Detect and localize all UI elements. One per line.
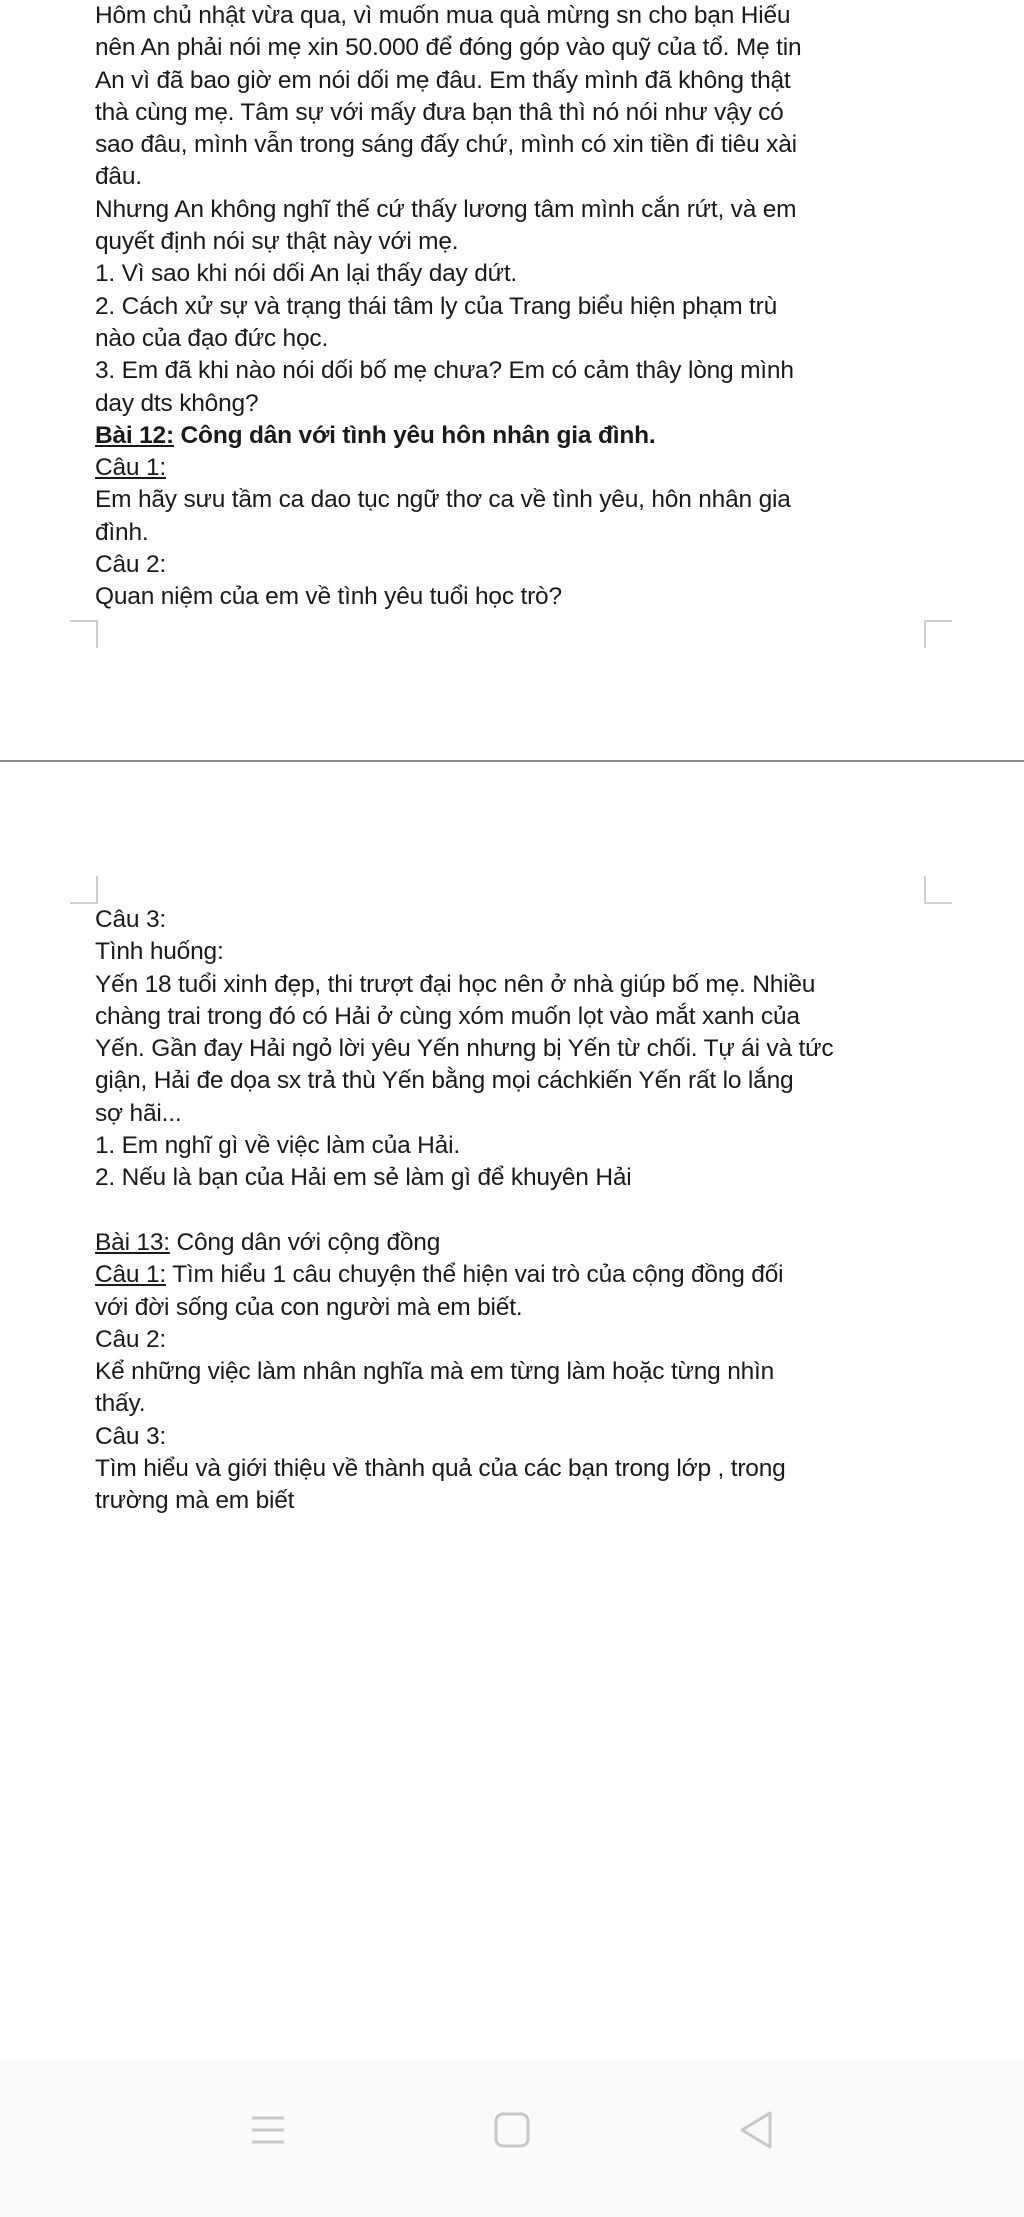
recent-apps-button[interactable]: [238, 2100, 298, 2160]
body-line: Tìm hiểu và giới thiệu về thành quả của các bạn trong lớp , trong: [95, 1455, 786, 1483]
lesson-heading-13: [95, 1227, 945, 1259]
home-square-icon: [482, 2100, 542, 2160]
blank-line: [95, 1195, 945, 1227]
body-line: với đời sống của con người mà em biết.: [95, 1293, 523, 1321]
page-corner-mark: [70, 876, 98, 904]
lesson-13-label: Bài 13:: [95, 1228, 170, 1256]
question-label: Câu 3:: [95, 906, 166, 933]
menu-icon: [238, 2100, 298, 2160]
page-corner-mark: [924, 876, 952, 904]
system-navigation-bar: [0, 2060, 1024, 2217]
body-line: Em hãy sưu tầm ca dao tục ngữ thơ ca về tình yêu, hôn nhân gia: [95, 486, 791, 514]
question-line: 3. Em đã khi nào nói dối bố mẹ chưa? Em có cảm thây lòng mình: [95, 357, 794, 385]
body-line: trường mà em biết: [95, 1487, 295, 1515]
back-triangle-icon: [726, 2100, 786, 2160]
back-button[interactable]: [726, 2100, 786, 2160]
question-line: [95, 1259, 945, 1291]
question-line: 2. Nếu là bạn của Hải em sẻ làm gì để khuyên Hải: [95, 1164, 632, 1192]
page2-body: [95, 904, 945, 1518]
question-text: Tìm hiểu 1 câu chuyện thể hiện vai trò của cộng đồng đối: [165, 1261, 784, 1289]
body-line: giận, Hải đe dọa sx trả thù Yến bằng mọi cáchkiến Yến rất lo lắng: [95, 1067, 794, 1095]
situation-label: Tình huống:: [95, 938, 224, 966]
question-line: 1. Vì sao khi nói dối An lại thấy day dứt.: [95, 260, 518, 288]
body-line: thấy.: [95, 1390, 146, 1418]
body-line: đâu.: [95, 163, 142, 191]
body-line: Nhưng An không nghĩ thế cứ thấy lương tâm mình cắn rứt, và em: [95, 195, 797, 223]
body-line: sao đâu, mình vẫn trong sáng đấy chứ, mình có xin tiền đi tiêu xài: [95, 131, 797, 159]
body-line: Yến 18 tuổi xinh đẹp, thi trượt đại học nên ở nhà giúp bố mẹ. Nhiều: [95, 970, 816, 998]
page1-body: [95, 0, 945, 614]
question-label: Câu 2:: [95, 1325, 166, 1353]
question-line: 1. Em nghĩ gì về việc làm của Hải.: [95, 1132, 460, 1160]
body-line: Quan niệm của em về tình yêu tuổi học trò?: [95, 583, 562, 611]
page-corner-mark: [70, 620, 98, 648]
question-line: 2. Cách xử sự và trạng thái tâm ly của Trang biểu hiện phạm trù: [95, 292, 778, 320]
lesson-12-label: Bài 12:: [95, 421, 174, 449]
body-line: An vì đã bao giờ em nói dối mẹ đâu. Em thấy mình đã không thật: [95, 66, 791, 94]
question-line: nào của đạo đức học.: [95, 324, 329, 352]
question-label: Câu 3:: [95, 1422, 166, 1450]
lesson-heading-12: [95, 420, 945, 452]
body-line: quyết định nói sự thật này với mẹ.: [95, 228, 459, 256]
home-button[interactable]: [482, 2100, 542, 2160]
lesson-12-title: Công dân với tình yêu hôn nhân gia đình.: [173, 421, 656, 449]
body-line: Kể những việc làm nhân nghĩa mà em từng làm hoặc từng nhìn: [95, 1358, 775, 1386]
question-label: Câu 2:: [95, 551, 166, 579]
question-label: Câu 1:: [95, 454, 166, 482]
question-label: Câu 1:: [95, 1261, 166, 1289]
page-separator: [0, 760, 1024, 762]
body-line: Yến. Gần đay Hải ngỏ lời yêu Yến nhưng bị Yến từ chối. Tự ái và tức: [95, 1035, 834, 1063]
body-line: chàng trai trong đó có Hải ở cùng xóm muốn lọt vào mắt xanh của: [95, 1002, 800, 1030]
page-corner-mark: [924, 620, 952, 648]
lesson-13-title: Công dân với cộng đồng: [169, 1228, 441, 1256]
body-line: đình.: [95, 518, 149, 546]
question-line: day dts không?: [95, 389, 259, 417]
body-line: sợ hãi...: [95, 1099, 182, 1127]
body-line: nên An phải nói mẹ xin 50.000 để đóng góp vào quỹ của tổ. Mẹ tin: [95, 34, 802, 62]
body-line: thà cùng mẹ. Tâm sự với mấy đưa bạn thâ thì nó nói như vậy có: [95, 98, 784, 126]
body-line: Hôm chủ nhật vừa qua, vì muốn mua quà mừng sn cho bạn Hiếu: [95, 2, 791, 29]
